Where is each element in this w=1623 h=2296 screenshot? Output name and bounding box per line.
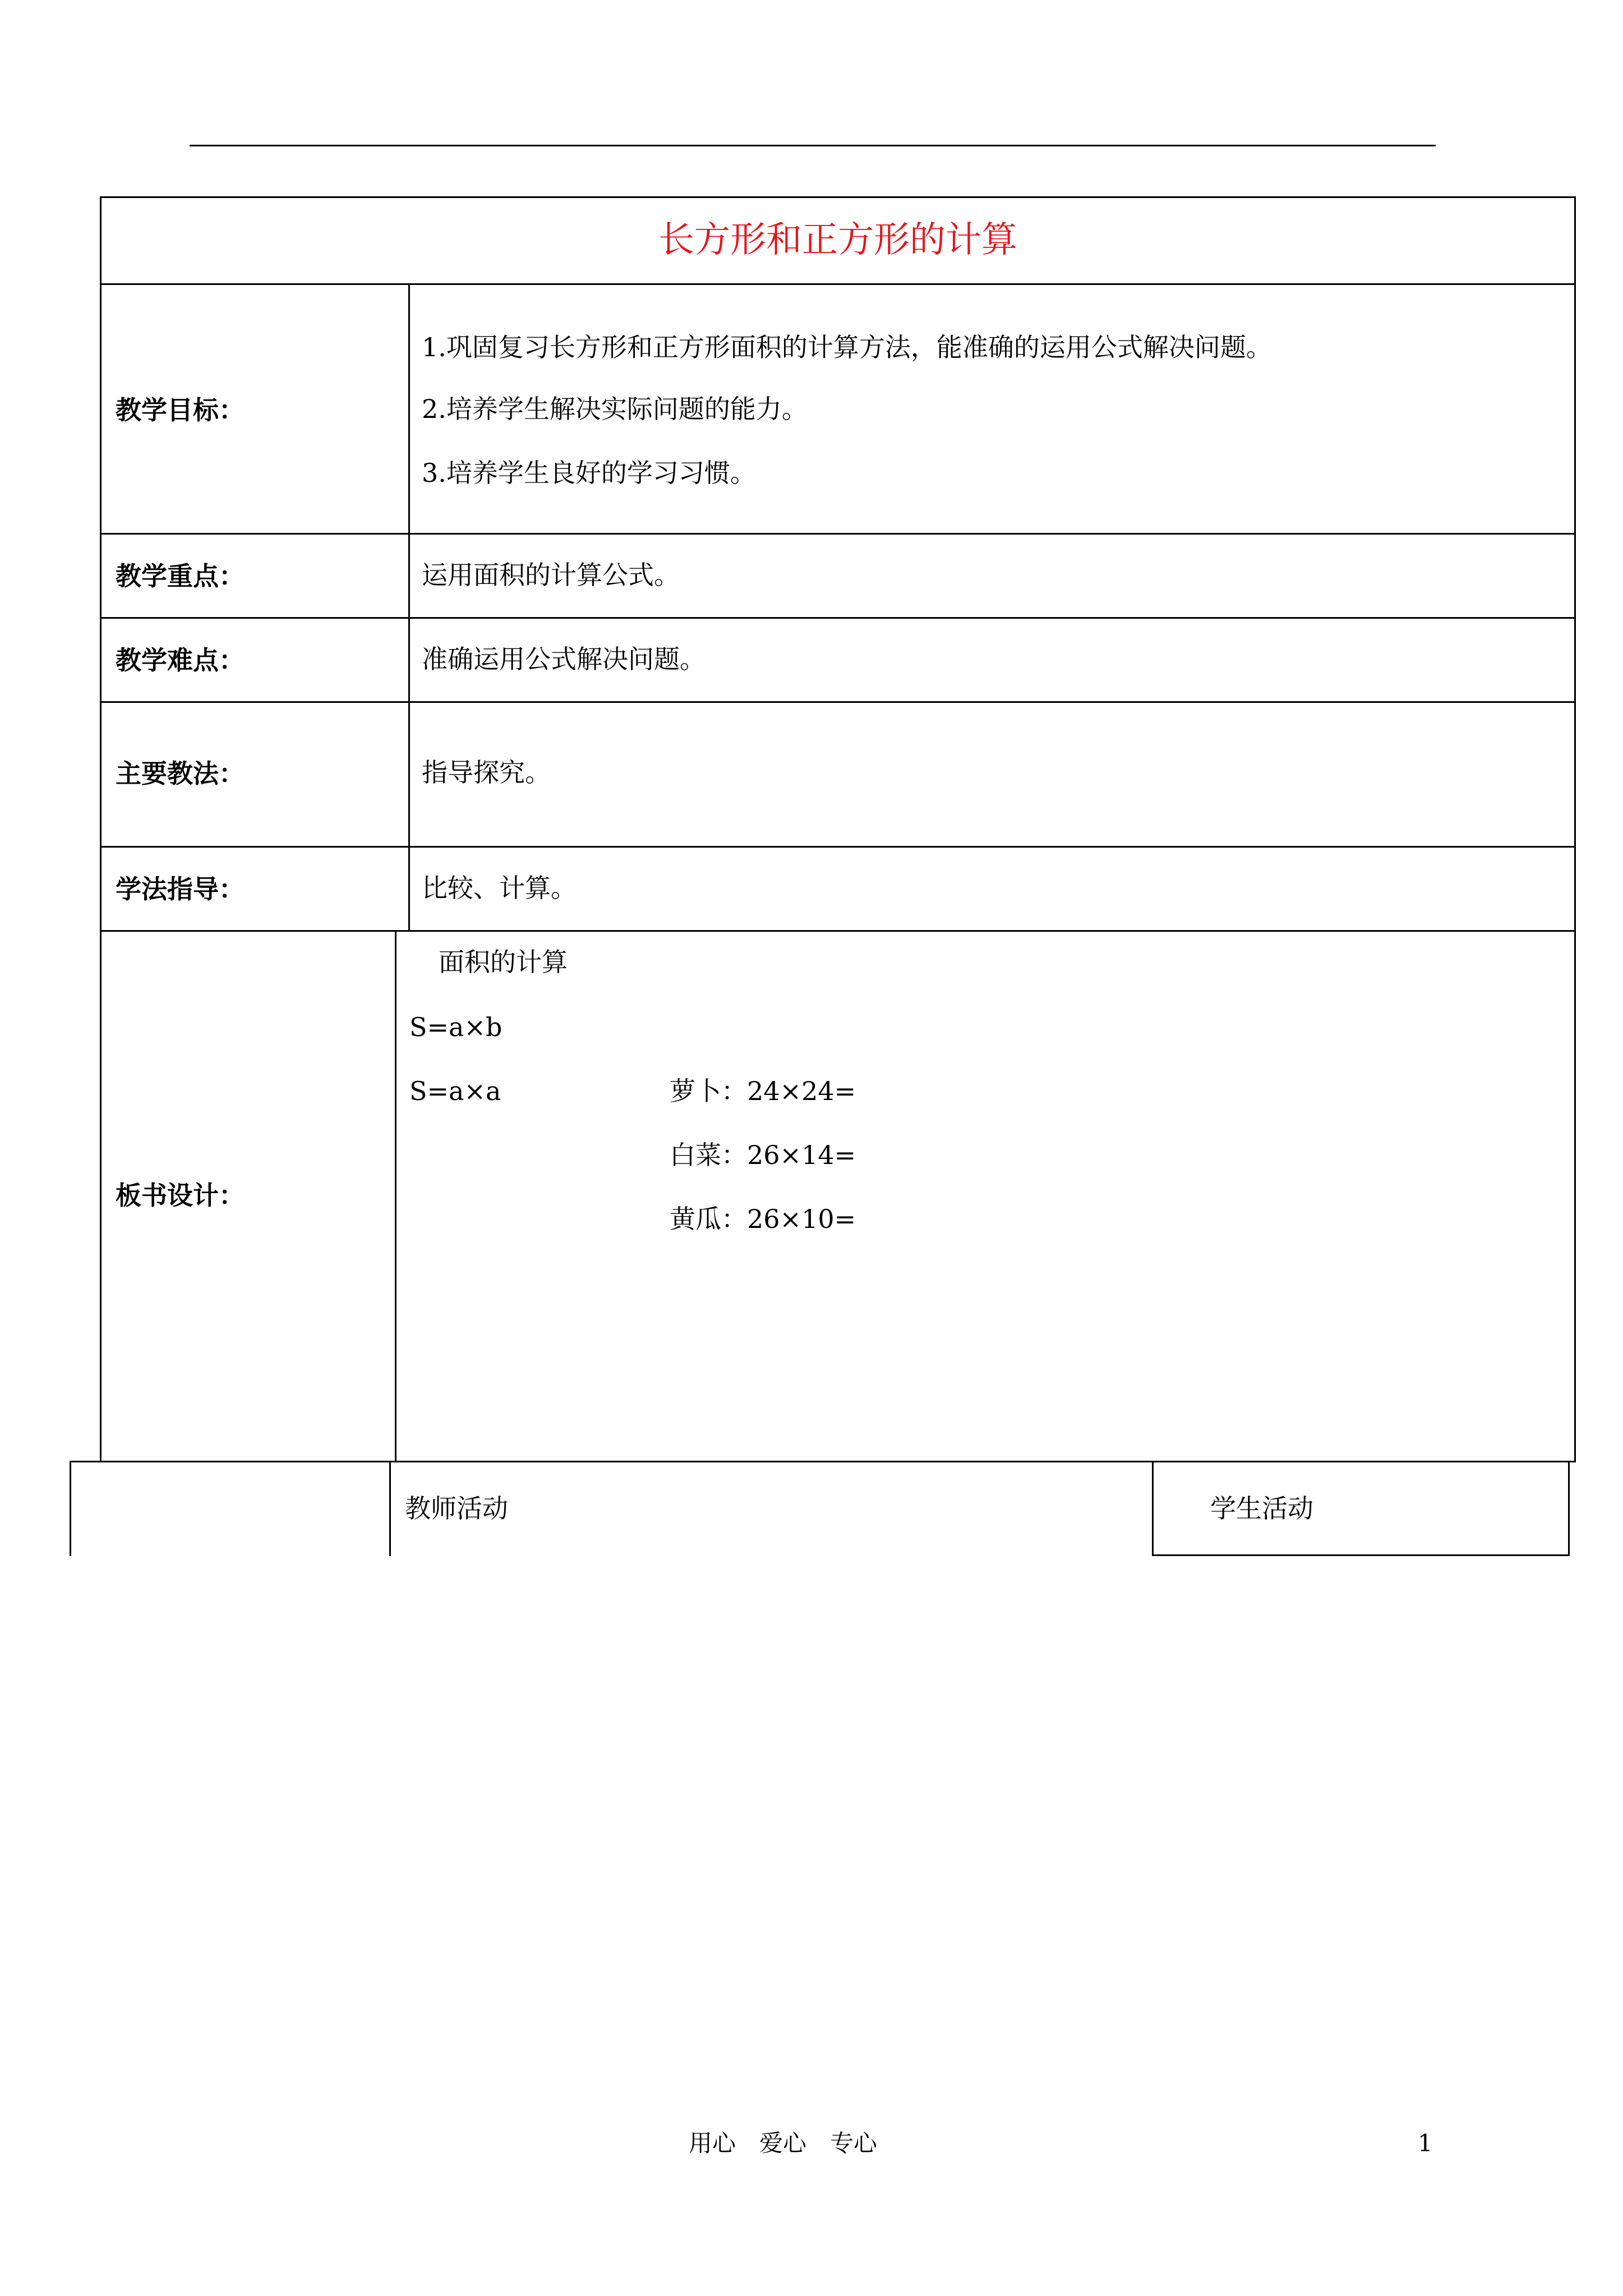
row-divider	[100, 930, 1576, 932]
header-rule	[190, 145, 1436, 146]
activities-divider	[389, 1461, 391, 1556]
row-divider	[70, 1461, 1576, 1462]
row-divider	[100, 283, 1576, 285]
board-label: 板书设计：	[116, 1180, 245, 1211]
table-left-border	[100, 196, 102, 1462]
methods-label: 主要教法：	[116, 758, 245, 789]
column-divider	[395, 930, 396, 1462]
row-divider	[100, 701, 1576, 703]
key-points-label: 教学重点：	[116, 561, 245, 591]
student-activity-header: 学生活动	[1210, 1493, 1313, 1524]
row-divider	[100, 617, 1576, 619]
page-number: 1	[1418, 2129, 1433, 2157]
methods-value: 指导探究。	[422, 757, 551, 788]
difficulties-value: 准确运用公式解决问题。	[422, 644, 706, 674]
study-guide-label: 学法指导：	[116, 874, 245, 904]
board-heading: 面积的计算	[439, 947, 568, 977]
teacher-activity-header: 教师活动	[405, 1493, 508, 1524]
activities-bottom-border	[1152, 1554, 1570, 1556]
study-guide-value: 比较、计算。	[422, 873, 577, 903]
board-item: 黄瓜：26×10=	[670, 1204, 856, 1234]
objective-item: 3.培养学生良好的学习习惯。	[422, 458, 756, 488]
footer-motto: 用心 爱心 专心	[689, 2129, 878, 2157]
page-title: 长方形和正方形的计算	[658, 219, 1017, 261]
table-top-border	[100, 196, 1576, 198]
activities-left-border	[70, 1461, 71, 1556]
column-divider	[408, 283, 410, 931]
difficulties-label: 教学难点：	[116, 645, 245, 675]
board-item: 白菜：26×14=	[670, 1140, 856, 1170]
board-item: 萝卜：24×24=	[670, 1076, 856, 1106]
board-formula: S=a×a	[409, 1076, 501, 1106]
activities-divider	[1152, 1461, 1154, 1556]
board-formula: S=a×b	[409, 1012, 502, 1042]
objective-item: 2.培养学生解决实际问题的能力。	[422, 394, 808, 424]
key-points-value: 运用面积的计算公式。	[422, 560, 680, 590]
activities-right-border	[1568, 1461, 1570, 1556]
table-right-border	[1574, 196, 1576, 1462]
row-divider	[100, 533, 1576, 535]
row-divider	[100, 846, 1576, 848]
objective-item: 1.巩固复习长方形和正方形面积的计算方法，能准确的运用公式解决问题。	[422, 332, 1272, 362]
objectives-label: 教学目标：	[116, 395, 245, 425]
